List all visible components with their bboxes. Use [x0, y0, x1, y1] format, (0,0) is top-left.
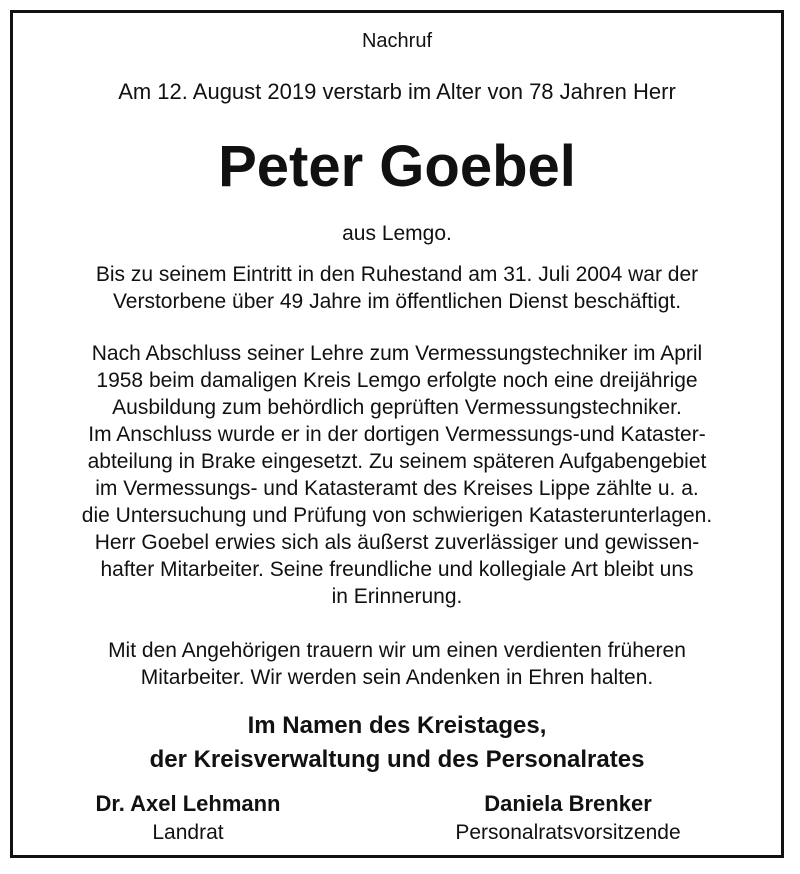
- paragraph-line: die Untersuchung und Prüfung von schwierigen Katasterunterlagen.: [81, 504, 713, 527]
- deceased-name: Peter Goebel: [218, 134, 576, 199]
- paragraph-line: abteilung in Brake eingesetzt. Zu seinem späteren Aufgabengebiet: [87, 450, 707, 473]
- paragraph-line: Verstorbene über 49 Jahre im öffentlichen Dienst beschäftigt.: [112, 290, 682, 313]
- origin-line: aus Lemgo.: [342, 222, 452, 245]
- paragraph-line: Im Anschluss wurde er in der dortigen Vermessungs-und Kataster-: [88, 423, 706, 446]
- signatory-role: Personalratsvorsitzende: [455, 821, 681, 844]
- signatory-name: Daniela Brenker: [484, 791, 652, 816]
- paragraph-line: Ausbildung zum behördlich geprüften Vermessungstechniker.: [112, 396, 682, 419]
- paragraph-line: Nach Abschluss seiner Lehre zum Vermessungstechniker im April: [91, 342, 703, 365]
- signatory-landrat: [58, 791, 318, 845]
- notice-heading: Nachruf: [361, 30, 433, 52]
- signatory-name: Dr. Axel Lehmann: [95, 791, 281, 816]
- paragraph-line: Herr Goebel erwies sich als äußerst zuverlässiger und gewissen-: [94, 531, 700, 554]
- intro-line: Am 12. August 2019 verstarb im Alter von 78 Jahren Herr: [118, 79, 676, 104]
- paragraph-line: Mit den Angehörigen trauern wir um einen verdienten früheren: [108, 639, 686, 662]
- paragraph-line: in Erinnerung.: [331, 585, 463, 608]
- paragraph-line: Mitarbeiter. Wir werden sein Andenken in Ehren halten.: [140, 666, 654, 689]
- paragraph-line: 1958 beim damaligen Kreis Lemgo erfolgte noch eine dreijährige: [96, 369, 698, 392]
- on-behalf-line: Im Namen des Kreistages,: [247, 712, 547, 739]
- paragraph-line: im Vermessungs- und Katasteramt des Kreises Lippe zählte u. a.: [95, 477, 699, 500]
- paragraph-line: hafter Mitarbeiter. Seine freundliche und kollegiale Art bleibt uns: [100, 558, 694, 581]
- signatory-role: Landrat: [152, 821, 224, 844]
- paragraph-line: Bis zu seinem Eintritt in den Ruhestand am 31. Juli 2004 war der: [95, 263, 699, 286]
- on-behalf-line: der Kreisverwaltung und des Personalrates: [149, 746, 645, 773]
- signatory-personalrat: [418, 791, 718, 845]
